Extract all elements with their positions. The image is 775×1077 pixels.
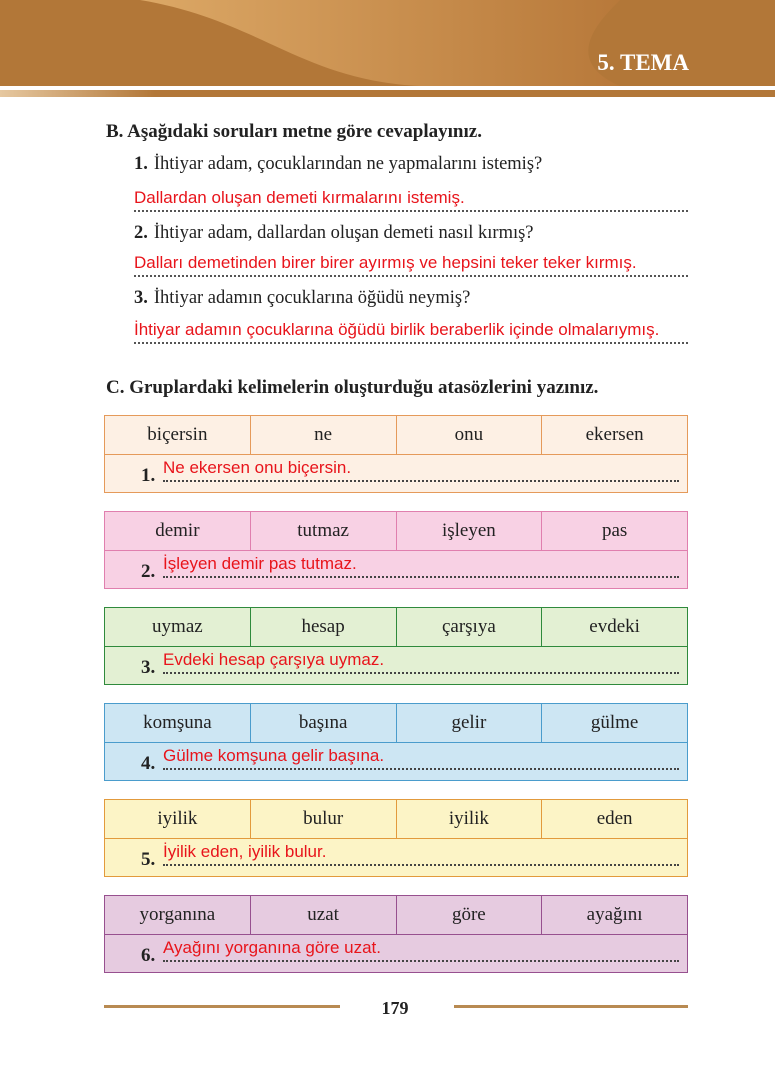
- question: [134, 154, 542, 175]
- answer-row: [105, 551, 687, 588]
- word-cell: bulur: [251, 800, 397, 838]
- proverb-answer-field[interactable]: Evdeki hesap çarşıya uymaz.: [163, 650, 679, 674]
- group-number: 4.: [141, 753, 156, 774]
- word-cell: çarşıya: [397, 608, 543, 646]
- word-row: [105, 800, 687, 839]
- word-cell: biçersin: [105, 416, 251, 454]
- word-cell: evdeki: [589, 616, 640, 637]
- word-cell: yorganına: [105, 896, 251, 934]
- question-number: 3.: [134, 288, 148, 308]
- word-cell: gülme: [590, 712, 639, 733]
- word-cell: başına: [251, 704, 397, 742]
- question: [134, 223, 534, 244]
- proverb-answer-field[interactable]: Gülme komşuna gelir başına.: [163, 746, 679, 770]
- word-cell: ne: [251, 416, 397, 454]
- question-number: 1.: [134, 154, 148, 174]
- answer-row: [105, 743, 687, 780]
- word-cell: hesap: [251, 608, 397, 646]
- question: [134, 288, 470, 309]
- answer-row: [105, 455, 687, 492]
- word-row: [105, 896, 687, 935]
- group-number: 2.: [141, 561, 156, 582]
- word-row: [105, 608, 687, 647]
- proverb-answer-field[interactable]: İşleyen demir pas tutmaz.: [163, 554, 679, 578]
- group-number: 3.: [141, 657, 156, 678]
- footer-line-left: [104, 1005, 340, 1008]
- group-number: 5.: [141, 849, 156, 870]
- word-row: [105, 512, 687, 551]
- section-c-heading: C. Gruplardaki kelimelerin oluşturduğu atasözlerini yazınız.: [106, 377, 599, 398]
- answer-row: [105, 839, 687, 876]
- theme-title: 5. TEMA: [597, 50, 689, 75]
- proverb-group: [104, 799, 688, 877]
- word-cell: ayağını: [586, 904, 643, 925]
- word-cell: ekersen: [585, 424, 644, 445]
- word-cell: gelir: [397, 704, 543, 742]
- proverb-group: [104, 607, 688, 685]
- word-cell: uymaz: [105, 608, 251, 646]
- word-cell: iyilik: [105, 800, 251, 838]
- question-number: 2.: [134, 223, 148, 243]
- proverb-group: [104, 703, 688, 781]
- proverb-answer-field[interactable]: Ne ekersen onu biçersin.: [163, 458, 679, 482]
- footer-line-right: [454, 1005, 688, 1008]
- answer-row: [105, 935, 687, 972]
- group-number: 1.: [141, 465, 156, 486]
- word-cell: eden: [596, 808, 633, 829]
- answer-row: [105, 647, 687, 684]
- proverb-answer-field[interactable]: İyilik eden, iyilik bulur.: [163, 842, 679, 866]
- header-banner: [0, 0, 775, 86]
- word-cell: göre: [397, 896, 543, 934]
- word-cell: onu: [397, 416, 543, 454]
- header-stripe: [0, 90, 775, 97]
- proverb-group: [104, 415, 688, 493]
- word-cell: uzat: [251, 896, 397, 934]
- word-row: [105, 416, 687, 455]
- answer-field[interactable]: Dalları demetinden birer birer ayırmış ve hepsini teker teker kırmış.: [134, 253, 688, 277]
- page-number: 179: [381, 998, 409, 1018]
- answer-field[interactable]: Dallardan oluşan demeti kırmalarını istemiş.: [134, 188, 688, 212]
- word-cell: iyilik: [397, 800, 543, 838]
- word-cell: pas: [601, 520, 628, 541]
- question-text: İhtiyar adam, çocuklarından ne yapmalarını istemiş?: [153, 154, 543, 174]
- question-text: İhtiyar adamın çocuklarına öğüdü neymiş?: [153, 288, 471, 308]
- word-cell: komşuna: [105, 704, 251, 742]
- proverb-group: [104, 895, 688, 973]
- word-cell: işleyen: [397, 512, 543, 550]
- question-text: İhtiyar adam, dallardan oluşan demeti nasıl kırmış?: [153, 223, 534, 243]
- proverb-answer-field[interactable]: Ayağını yorganına göre uzat.: [163, 938, 679, 962]
- word-row: [105, 704, 687, 743]
- section-b-heading: B. Aşağıdaki soruları metne göre cevaplayınız.: [106, 121, 482, 142]
- proverb-group: [104, 511, 688, 589]
- word-cell: demir: [105, 512, 251, 550]
- word-cell: tutmaz: [251, 512, 397, 550]
- answer-field[interactable]: İhtiyar adamın çocuklarına öğüdü birlik beraberlik içinde olmalarıymış.: [134, 320, 688, 344]
- group-number: 6.: [141, 945, 156, 966]
